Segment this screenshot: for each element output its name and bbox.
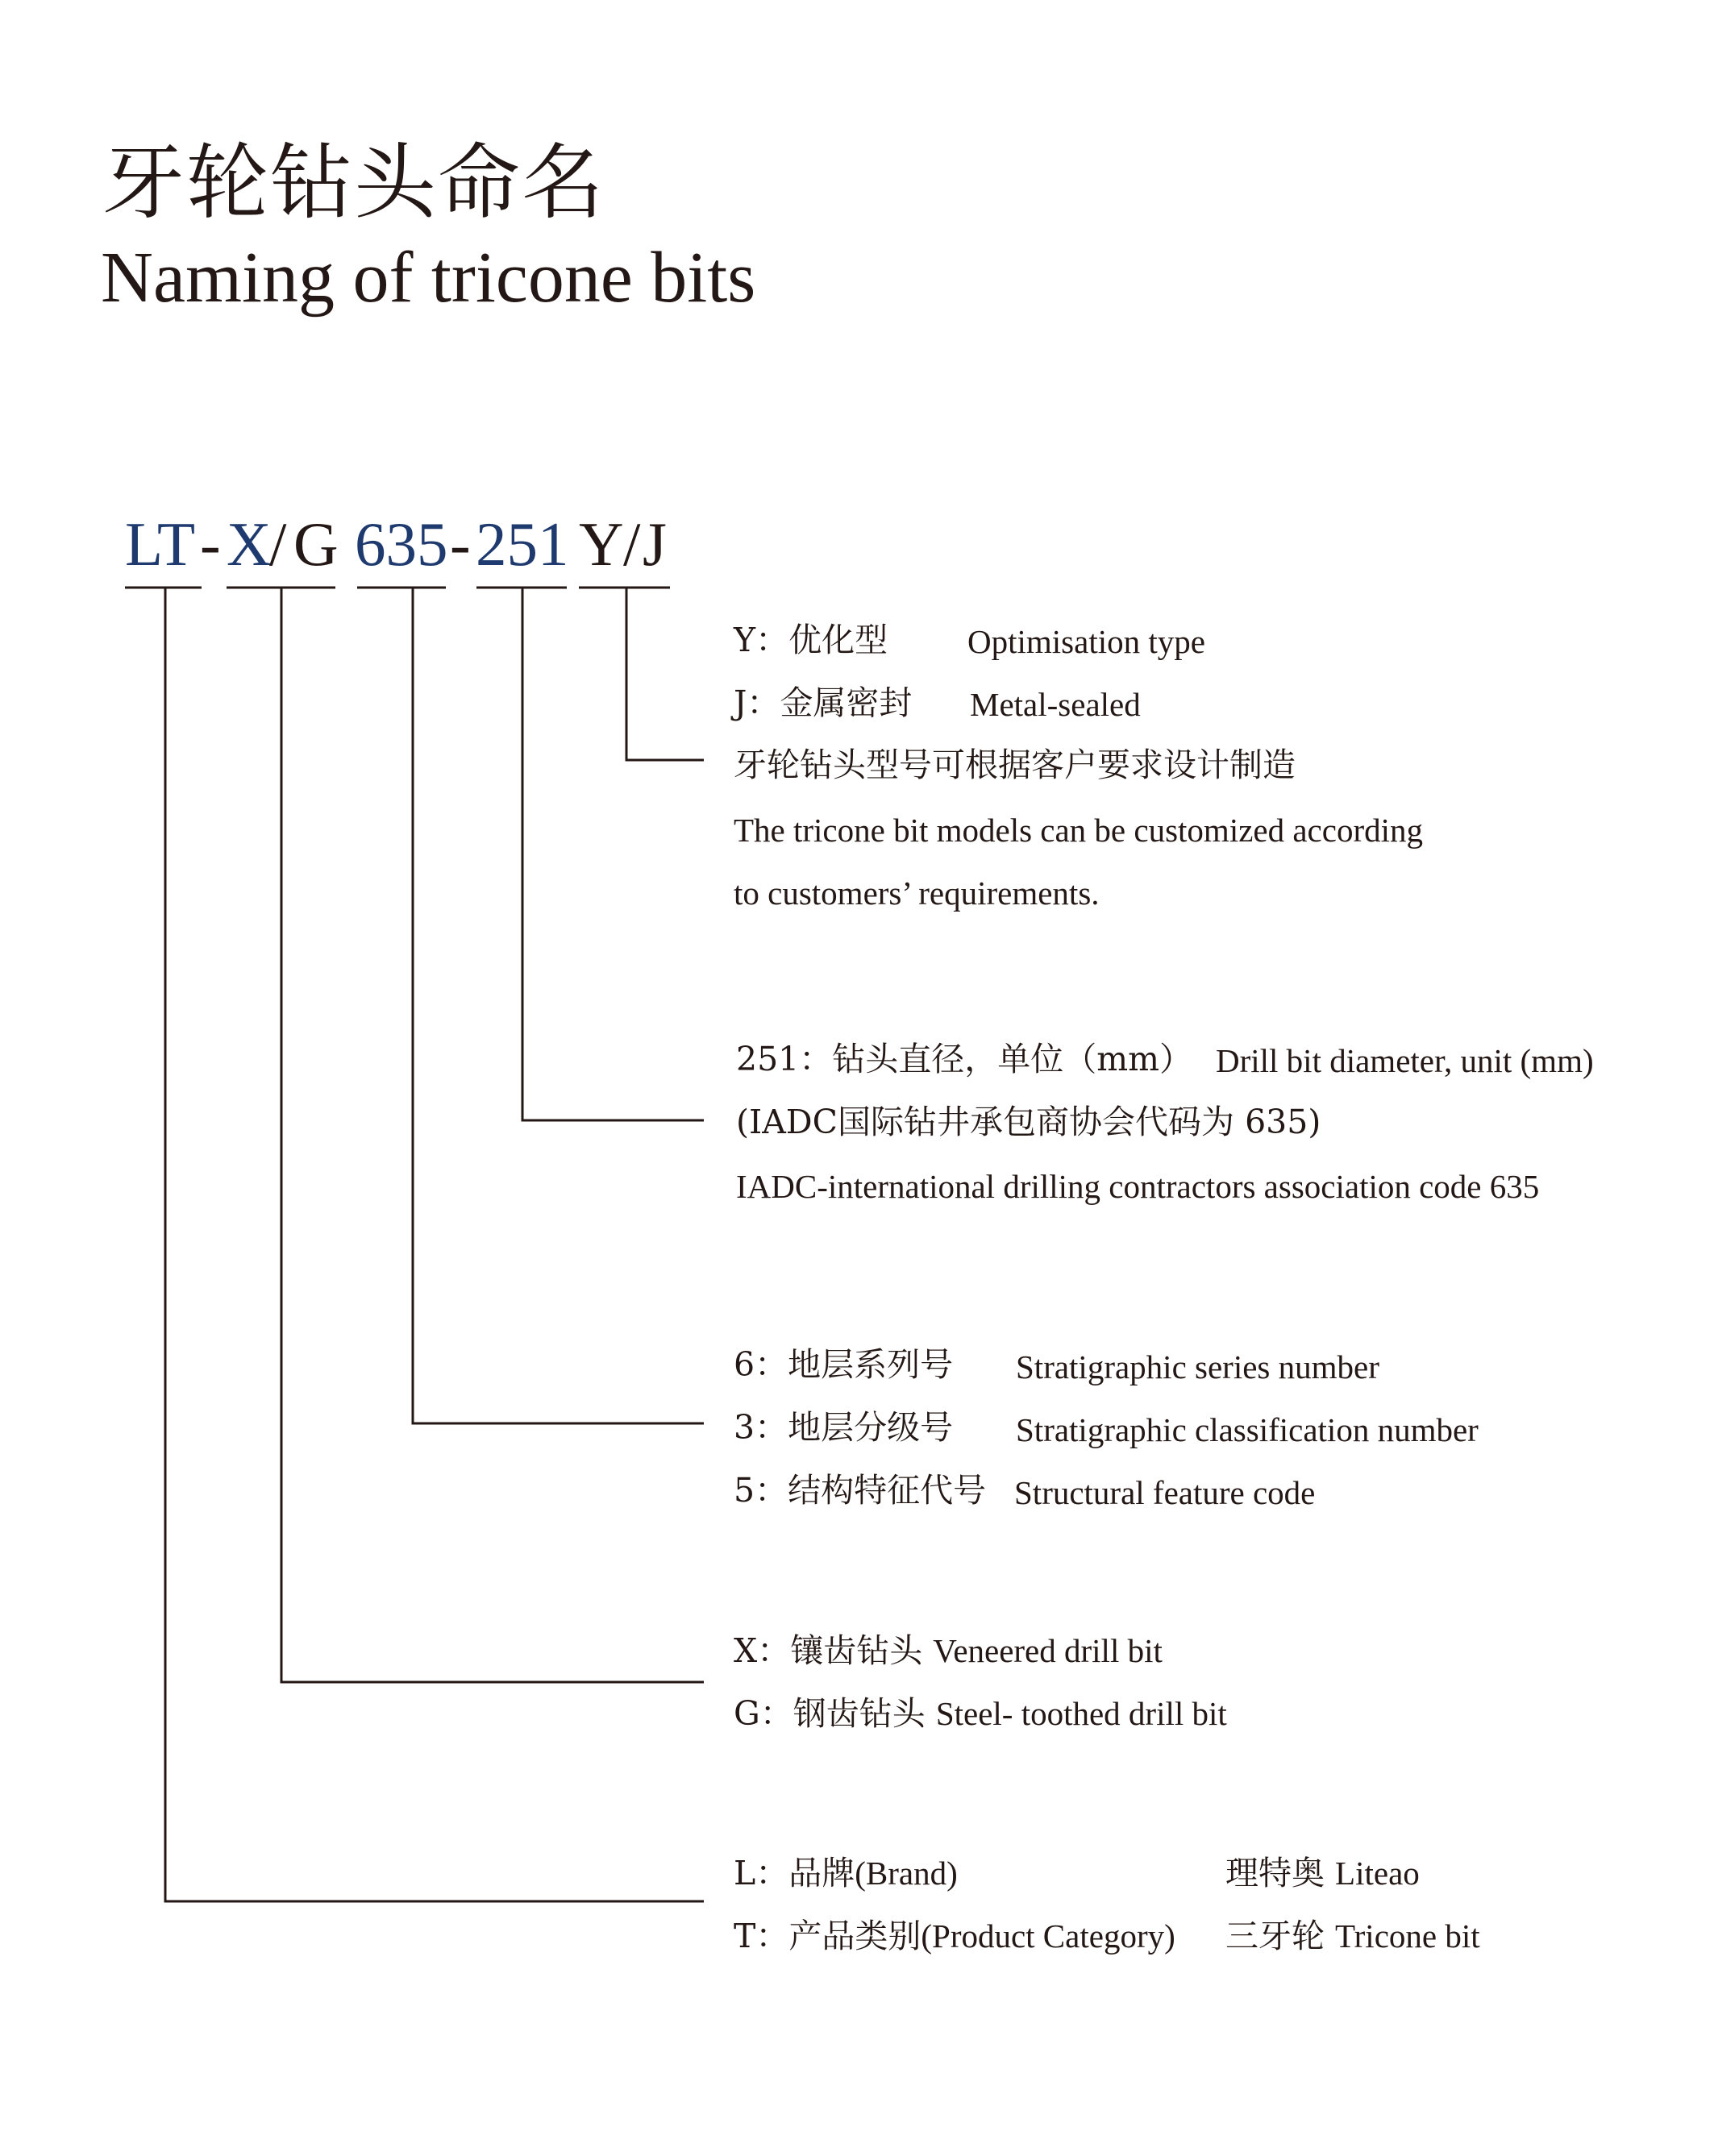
yj-j-label	[734, 682, 912, 724]
code-segment-g: G	[293, 509, 339, 579]
code-segment-j: J	[643, 509, 667, 579]
veneered-cn: X：镶齿钻头	[734, 1631, 923, 1670]
series-number-en: Stratigraphic series number	[1016, 1348, 1379, 1385]
series-number-cn: 6：地层系列号	[734, 1345, 954, 1384]
brand-value	[1225, 1852, 1420, 1894]
diameter-label-cn: 251：钻头直径，单位（mm）	[736, 1040, 1193, 1078]
brand-label	[734, 1852, 958, 1894]
connector-lt	[165, 588, 704, 1901]
classification-number-cn: 3：地层分级号	[734, 1408, 954, 1447]
yj-y-label	[734, 619, 888, 661]
yj-j-cn: 金属密封	[780, 683, 913, 722]
category-en: (Product Category)	[921, 1917, 1175, 1955]
brand-value-cn: 理特奥	[1225, 1854, 1325, 1892]
iadc-code-cn: (IADC国际钻井承包商协会代码为 635)	[736, 1103, 1321, 1141]
category-label	[734, 1915, 1175, 1957]
brand-cn: L：品牌	[734, 1854, 855, 1892]
code-segment-x: X	[227, 509, 272, 579]
code-segment-lt: LT	[125, 509, 196, 579]
code-segment-635: 635	[355, 509, 448, 579]
connector-yj	[626, 588, 704, 760]
custom-note-en-2: to customers’ requirements.	[734, 874, 1100, 912]
connector-635	[413, 588, 704, 1423]
connector-xg	[281, 588, 704, 1682]
code-segment-251: 251	[476, 509, 569, 579]
brand-value-en: Liteao	[1335, 1855, 1420, 1892]
iadc-code-en: IADC-international drilling contractors association code 635	[736, 1168, 1540, 1205]
custom-note-en-1: The tricone bit models can be customized according	[734, 812, 1423, 849]
yj-y-en: Optimisation type	[967, 623, 1205, 660]
feature-code-cn: 5：结构特征代号	[734, 1471, 987, 1510]
feature-code-en: Structural feature code	[1014, 1474, 1316, 1511]
code-separator-1: -	[200, 509, 221, 579]
veneered-label	[734, 1630, 1163, 1672]
code-segment-y: Y	[579, 509, 624, 579]
veneered-en: Veneered drill bit	[933, 1632, 1163, 1669]
steel-toothed-label	[734, 1693, 1227, 1734]
category-value	[1225, 1915, 1480, 1957]
yj-j-prefix: J：	[734, 683, 780, 722]
page-title-en: Naming of tricone bits	[101, 238, 756, 318]
code-slash-2: /	[623, 509, 641, 579]
connector-251	[522, 588, 704, 1120]
classification-number-en: Stratigraphic classification number	[1016, 1411, 1479, 1448]
code-slash-1: /	[269, 509, 287, 579]
page-title-cn: 牙轮钻头命名	[102, 135, 605, 231]
category-cn: T：产品类别	[734, 1917, 921, 1955]
category-value-cn: 三牙轮	[1225, 1917, 1325, 1955]
yj-j-en: Metal-sealed	[970, 686, 1141, 723]
custom-note-cn: 牙轮钻头型号可根据客户要求设计制造	[734, 746, 1296, 784]
diameter-label-en: Drill bit diameter, unit (mm)	[1216, 1042, 1594, 1079]
category-value-en: Tricone bit	[1335, 1917, 1480, 1955]
yj-y-cn: 优化型	[788, 621, 888, 659]
yj-y-prefix: Y：	[734, 621, 789, 659]
steel-toothed-en: Steel- toothed drill bit	[935, 1695, 1227, 1732]
brand-en: (Brand)	[855, 1855, 958, 1892]
code-separator-2: -	[450, 509, 471, 579]
steel-toothed-cn: G：钢齿钻头	[734, 1694, 926, 1733]
